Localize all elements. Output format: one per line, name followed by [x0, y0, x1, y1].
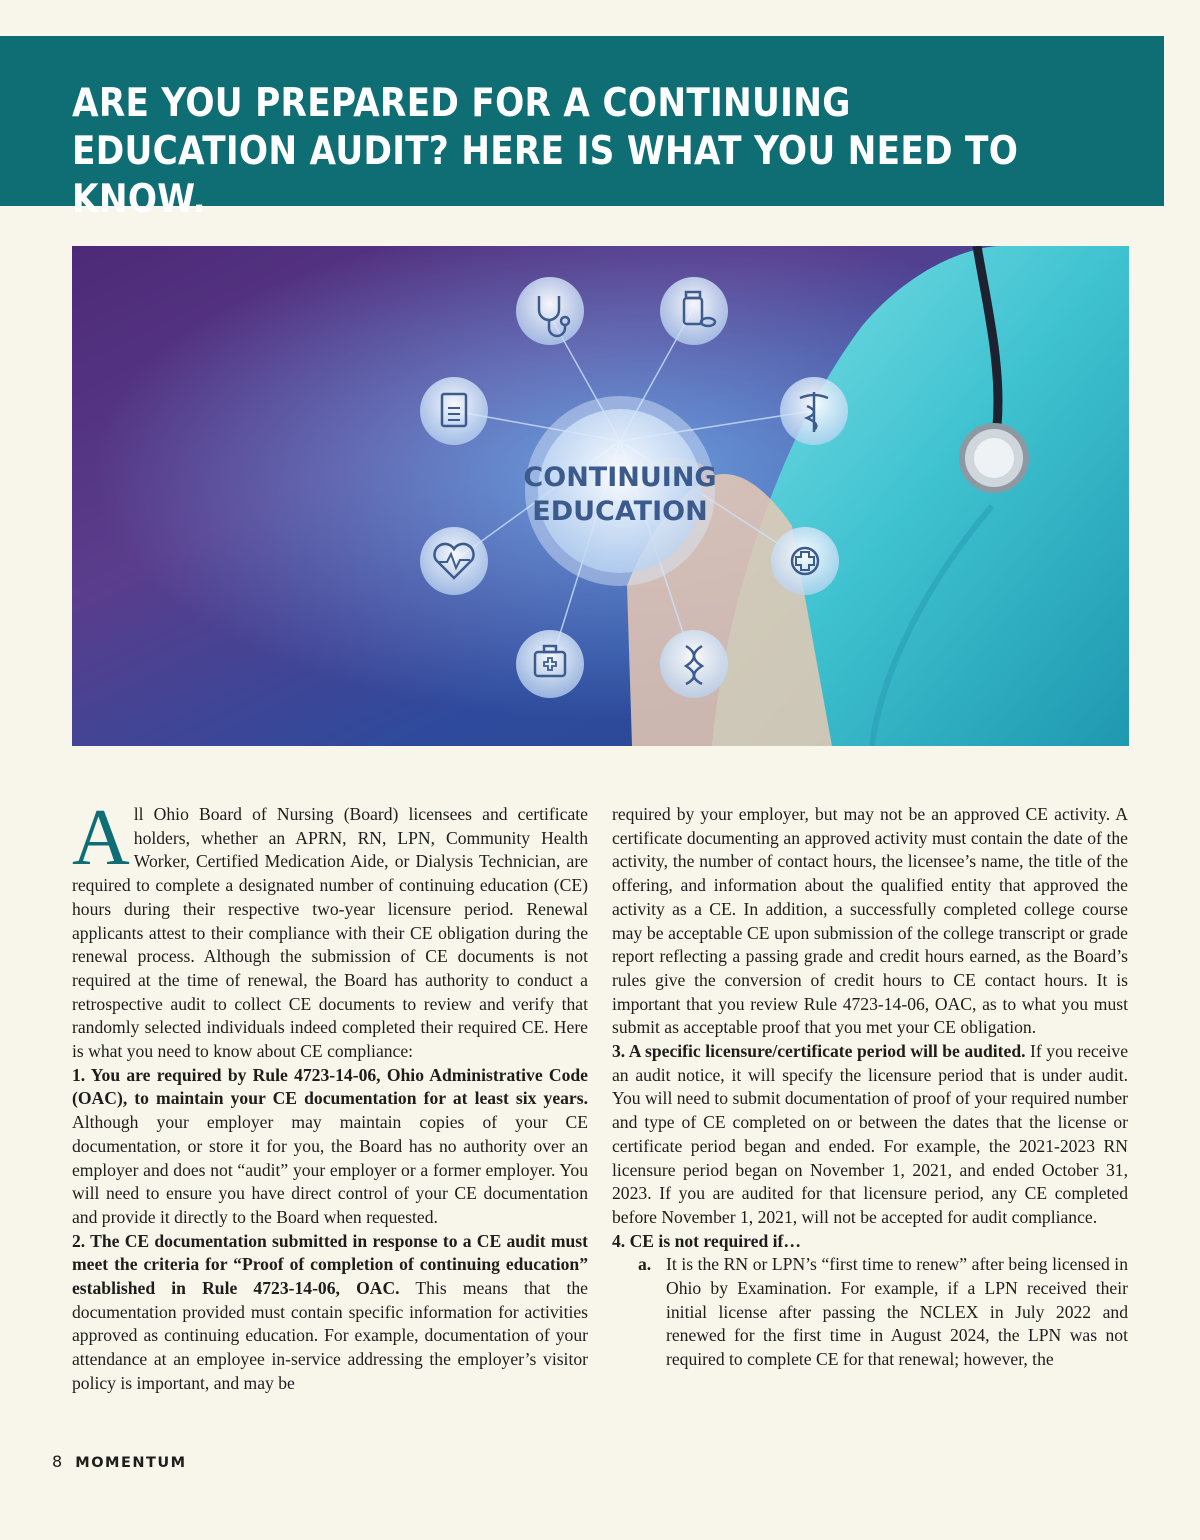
item-4a-letter: a. [638, 1254, 652, 1275]
intro-text: ll Ohio Board of Nursing (Board) licensees and certificate holders, whether an APRN, RN, LPN, Community Health Worker, Certified Medication Aide, or Dialysis Technician, are required to complete a designated number of continuing education (CE) hours during their respective two-year licensure period. Renewal applicants attest to their compliance with their CE obligation during the renewal process. Although the submission of CE documents is not required at the time of renewal, the Board has authority to conduct a retrospective audit to collect CE documents to review and verify that randomly selected individuals indeed completed their required CE. Here is what you need to know about CE compliance: [72, 804, 588, 1062]
article-column-left [72, 794, 588, 1396]
first-aid-kit-icon [516, 630, 584, 698]
page-number: 8 [52, 1452, 63, 1471]
item-3 [612, 1040, 1128, 1230]
dna-icon [660, 630, 728, 698]
heartbeat-icon [420, 527, 488, 595]
item-4a-text: It is the RN or LPN’s “first time to renew” after being licensed in Ohio by Examination. For example, if a LPN received their initial license after passing the NCLEX in July 2022 and renewed for the first time in August 2024, the LPN was not required to complete CE for that renewal; however, the [666, 1254, 1128, 1370]
item-3-body: If you receive an audit notice, it will specify the licensure period that is under audit. You will need to submit documentation of proof of your required number and type of CE completed on or between the dates that the license or certificate period began and ended. For example, the 2021-2023 RN licensure period began on November 1, 2021, and ended October 31, 2023. If you are audited for that licensure period, any CE completed before November 1, 2021, will not be accepted for audit compliance. [612, 1041, 1128, 1227]
item-1-body: Although your employer may maintain copies of your CE documentation, or store it for you, the Board has no authority over an employer and does not “audit” your employer or a former employer. You will need to ensure you have direct control of your CE documentation and provide it directly to the Board when requested. [72, 1112, 588, 1227]
dropcap-letter: A [72, 794, 130, 882]
hero-image [72, 246, 1129, 746]
center-label-line2: EDUCATION [532, 496, 708, 527]
item-4 [612, 1230, 1128, 1254]
item-2-continued: required by your employer, but may not be an approved CE activity. A certificate documenting an approved activity must contain the date of the activity, the number of contact hours, the licensee’s name, the title of the offering, and information about the qualified entity that approved the activity as a CE. In addition, a successfully completed college course may be acceptable CE upon submission of the college transcript or grade report reflecting a passing grade and credit hours earned, as the Board’s rules give the conversion of credit hours to CE contact hours. It is important that you review Rule 4723-14-06, OAC, as to what you must submit as acceptable proof that you met your CE obligation. [612, 804, 1128, 1038]
page-title: ARE YOU PREPARED FOR A CONTINUING EDUCATION AUDIT? HERE IS WHAT YOU NEED TO KNOW. [72, 81, 1019, 222]
medicine-bottle-icon [660, 277, 728, 345]
item-2-heading: 2. The CE documentation submitted in response to a CE audit must meet the criteria for “Proof of completion of continuing education” established in Rule 4723-14-06, OAC. [72, 1230, 588, 1299]
item-2-body: This means that the documentation provided must contain specific information for activities approved as continuing education. For example, documentation of your attendance at an employee in-service addressing the employer’s visitor policy is important, and may be [72, 1278, 588, 1393]
clipboard-icon [420, 377, 488, 445]
medical-cross-icon [771, 527, 839, 595]
item-4-heading: 4. CE is not required if… [612, 1230, 801, 1251]
caduceus-icon [780, 377, 848, 445]
center-label-line1: CONTINUING [523, 462, 717, 493]
item-3-heading: 3. A specific licensure/certificate period will be audited. [612, 1041, 1026, 1062]
page-footer [52, 1452, 187, 1471]
intro-paragraph [72, 794, 588, 1064]
item-1 [72, 1064, 588, 1230]
article-column-right [612, 803, 1128, 1372]
stethoscope-icon [516, 277, 584, 345]
magazine-name: MOMENTUM [75, 1455, 187, 1471]
item-2 [72, 1230, 588, 1396]
title-banner [0, 36, 1164, 222]
item-4a [612, 1253, 1128, 1372]
item-1-heading: 1. You are required by Rule 4723-14-06, Ohio Administrative Code (OAC), to maintain your CE documentation for at least six years. [72, 1064, 588, 1109]
